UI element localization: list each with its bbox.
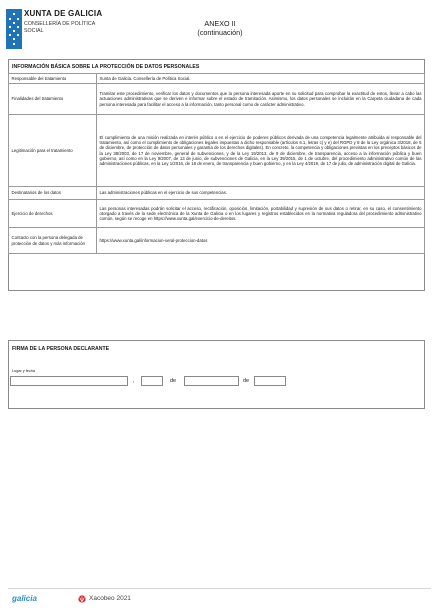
table-row bbox=[9, 200, 425, 228]
annex-heading bbox=[150, 19, 290, 37]
place-field[interactable] bbox=[10, 376, 128, 386]
table-row bbox=[9, 84, 425, 115]
month-field[interactable] bbox=[184, 376, 239, 386]
row-label: Destinatarios de los datos bbox=[9, 187, 97, 200]
annex-title: ANEXO II bbox=[204, 19, 236, 28]
table-row bbox=[9, 115, 425, 187]
department-line-1: CONSELLERÍA DE POLÍTICA bbox=[24, 21, 96, 27]
xacobeo-brand-logo: Xacobeo 2021 bbox=[89, 595, 131, 602]
row-label: Finalidades del tratamiento bbox=[9, 84, 97, 115]
row-label: Responsable del tratamiento bbox=[9, 74, 97, 84]
data-protection-title: INFORMACIÓN BÁSICA SOBRE LA PROTECCIÓN DE DATOS PERSONALES bbox=[12, 64, 200, 70]
table-row bbox=[9, 228, 425, 254]
footer-divider bbox=[8, 588, 431, 589]
row-value: Tramitar este procedimiento, verificar los datos y documentos que la persona interesada aporte en su solicitud para comprobar la exactitud de estos, llevar a cabo las actuaciones administrativas que se deriven e informar sobre el estado de tramitación. Asimismo, los datos personales se incluirán en la Carpeta ciudadana de cada persona interesada para facilitar el acceso a la información, tanto personal como de carácter administrativo. bbox=[97, 84, 425, 115]
annex-subtitle: (continuación) bbox=[197, 28, 243, 37]
contact-link[interactable]: https://www.xunta.gal/informacion-xeral-proteccion-datos bbox=[97, 228, 425, 254]
galicia-brand-logo: galicia bbox=[12, 594, 37, 603]
xacobeo-shell-icon bbox=[78, 595, 86, 603]
data-protection-table bbox=[8, 73, 425, 254]
department-line-2: SOCIAL bbox=[24, 27, 44, 34]
row-value: El cumplimiento de una misión realizada en interés público o en el ejercicio de poderes públicos derivada de una competencia legalmente atribuida al responsable del tratamiento, así como el cumplimiento de obligaciones legales impuestas a dicho responsable (artículos 6.1, letras c) y e) del RGPD y 8 de la Ley orgánica 3/2018, de 5 de diciembre, de protección de datos personales y garantía de los derechos digitales). En concreto, la competencia y obligaciones previstas en los preceptos básicos de la Ley 38/2003, de 17 de noviembre, general de subvenciones, y de la Ley 19/2013, de 9 de diciembre, de transparencia, acceso a la información pública y buen gobierno, así como en la Ley 9/2007, de 13 de junio, de subvenciones de Galicia, en la Ley 39/2015, de 1 de octubre, del procedimiento administrativo común de las administraciones públicas, en la Ley 1/2016, de 18 de enero, de transparencia y buen gobierno, y en la Ley 4/2019, de 17 de julio, de administración digital de Galicia. bbox=[97, 115, 425, 187]
signature-title: FIRMA DE LA PERSONA DECLARANTE bbox=[12, 346, 110, 352]
comma-separator: , bbox=[133, 378, 135, 384]
place-date-label: Lugar y fecha bbox=[12, 369, 36, 373]
table-row bbox=[9, 74, 425, 84]
xunta-galicia-shield-logo bbox=[6, 9, 22, 49]
row-label: Ejercicio de derechos bbox=[9, 200, 97, 228]
row-label: Legitimación para el tratamiento bbox=[9, 115, 97, 187]
day-field[interactable] bbox=[141, 376, 163, 386]
department-name bbox=[24, 21, 95, 34]
de-separator: de bbox=[243, 378, 250, 384]
row-label: Contacto con la persona delegada de protección de datos y más información bbox=[9, 228, 97, 254]
de-separator: de bbox=[170, 378, 177, 384]
year-field[interactable] bbox=[254, 376, 286, 386]
org-name: XUNTA DE GALICIA bbox=[24, 9, 103, 18]
table-row bbox=[9, 187, 425, 200]
row-value: Xunta de Galicia. Consellería de Política Social. bbox=[97, 74, 425, 84]
row-value: Las administraciones públicas en el ejercicio de sus competencias. bbox=[97, 187, 425, 200]
row-value: Las personas interesadas podrán solicitar el acceso, rectificación, oposición, limitación, portabilidad y supresión de sus datos o retirar, en su caso, el consentimiento otorgado a través de la sede electrónica de la Xunta de Galicia o en los lugares y registros establecidos en la normativa reguladora del procedimiento administrativo común, según se recoge en https://www.xunta.gal/exercicio-de-dereitos. bbox=[97, 200, 425, 228]
